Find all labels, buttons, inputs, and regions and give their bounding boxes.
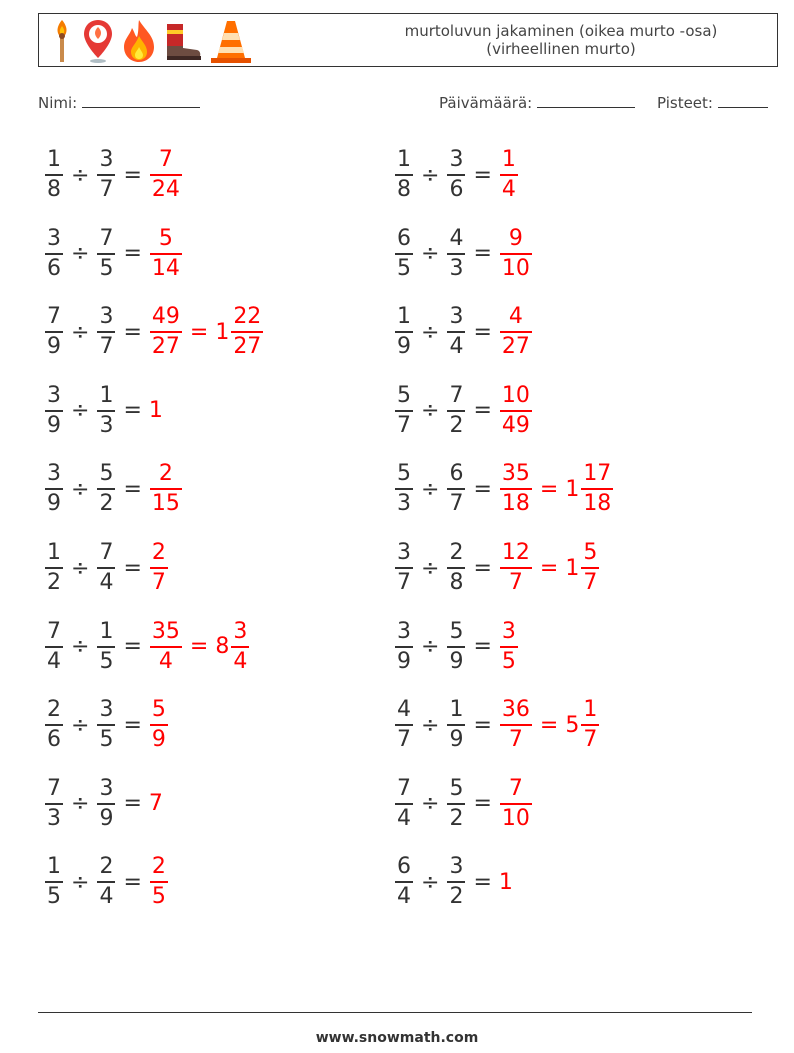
- numerator: 3: [449, 854, 464, 880]
- denominator: 7: [99, 334, 114, 360]
- denominator: 2: [47, 570, 61, 595]
- numerator: 3: [397, 540, 411, 565]
- numerator: 2: [47, 697, 61, 723]
- denominator: 8: [47, 177, 61, 202]
- location-pin-fire-icon: [81, 18, 115, 64]
- numerator: 2: [449, 540, 464, 565]
- denominator: 18: [501, 491, 530, 517]
- denominator: 9: [449, 727, 464, 753]
- divide-sign: ÷: [71, 241, 90, 267]
- header-box: [38, 13, 778, 67]
- denominator: 7: [397, 412, 411, 438]
- denominator: 6: [47, 727, 61, 753]
- denominator: 5: [501, 648, 516, 674]
- dividend-fraction: [395, 146, 413, 204]
- numerator: 2: [158, 461, 173, 487]
- denominator: 7: [397, 570, 411, 595]
- divisor-fraction: [447, 460, 465, 518]
- numerator: 36: [501, 697, 530, 723]
- numerator: 3: [233, 618, 248, 644]
- answer-fraction: [150, 696, 168, 754]
- equals-sign: =: [123, 162, 142, 188]
- numerator: 1: [47, 147, 61, 172]
- problem-item: [44, 297, 264, 367]
- answer-fraction: [500, 146, 518, 204]
- denominator: 3: [99, 412, 114, 438]
- dividend-fraction: [45, 146, 63, 204]
- denominator: 7: [151, 570, 166, 595]
- answer-fraction: [500, 775, 532, 833]
- equals-sign: =: [123, 869, 142, 895]
- denominator: 7: [397, 727, 411, 753]
- divisor-fraction: [97, 696, 115, 754]
- divisor-fraction: [447, 539, 465, 597]
- dividend-fraction: [395, 303, 413, 361]
- answer-fraction: [150, 853, 168, 911]
- denominator: 7: [99, 177, 114, 202]
- answer-fraction: [500, 225, 532, 283]
- equals-sign: =: [473, 476, 492, 502]
- denominator: 4: [233, 648, 248, 674]
- numerator: 5: [99, 461, 114, 487]
- equals-sign: =: [473, 555, 492, 581]
- numerator: 3: [99, 304, 114, 330]
- divisor-fraction: [447, 146, 465, 204]
- dividend-fraction: [395, 225, 413, 283]
- numerator: 5: [158, 225, 173, 251]
- numerator: 1: [449, 697, 464, 723]
- dividend-fraction: [395, 696, 413, 754]
- dividend-fraction: [395, 775, 413, 833]
- numerator: 7: [397, 775, 411, 801]
- denominator: 10: [501, 255, 530, 281]
- denominator: 9: [397, 334, 411, 360]
- denominator: 4: [99, 884, 114, 910]
- numerator: 7: [158, 147, 173, 172]
- divisor-fraction: [447, 382, 465, 440]
- dividend-fraction: [45, 303, 63, 361]
- dividend-fraction: [45, 382, 63, 440]
- equals-sign: =: [123, 319, 142, 345]
- equals-sign: =: [473, 791, 492, 817]
- denominator: 3: [449, 255, 464, 281]
- equals-sign: =: [473, 319, 492, 345]
- numerator: 1: [47, 854, 61, 880]
- answer-fraction: [500, 460, 532, 518]
- answer-whole: 7: [148, 791, 163, 817]
- date-blank[interactable]: [537, 93, 635, 108]
- denominator: 9: [99, 805, 114, 831]
- divide-sign: ÷: [421, 398, 440, 424]
- denominator: 9: [47, 491, 61, 517]
- dividend-fraction: [45, 775, 63, 833]
- problem-item: [394, 847, 513, 917]
- denominator: 7: [583, 727, 598, 753]
- problem-item: [44, 769, 163, 839]
- problem-item: [44, 454, 183, 524]
- divisor-fraction: [447, 696, 465, 754]
- divide-sign: ÷: [71, 555, 90, 581]
- denominator: 5: [151, 884, 166, 910]
- numerator: 5: [151, 697, 166, 723]
- problem-item: [44, 140, 183, 210]
- divisor-fraction: [447, 618, 465, 676]
- numerator: 49: [151, 304, 180, 330]
- equals-sign: =: [473, 241, 492, 267]
- score-field: [657, 93, 768, 112]
- problem-item: [44, 690, 169, 760]
- equals-sign: =: [473, 398, 492, 424]
- score-label: Pisteet:: [657, 94, 713, 112]
- denominator: 7: [583, 570, 598, 595]
- denominator: 4: [449, 334, 464, 360]
- denominator: 14: [151, 255, 180, 281]
- dividend-fraction: [45, 460, 63, 518]
- numerator: 1: [397, 304, 411, 330]
- dividend-fraction: [395, 539, 413, 597]
- numerator: 5: [397, 382, 411, 408]
- denominator: 7: [508, 570, 523, 595]
- numerator: 7: [99, 225, 114, 251]
- footer-url: www.snowmath.com: [315, 1030, 479, 1046]
- divide-sign: ÷: [71, 634, 90, 660]
- divide-sign: ÷: [421, 476, 440, 502]
- numerator: 3: [47, 225, 61, 251]
- name-blank[interactable]: [82, 93, 200, 108]
- denominator: 2: [449, 884, 464, 910]
- numerator: 1: [501, 147, 516, 172]
- denominator: 9: [47, 412, 61, 438]
- denominator: 15: [151, 491, 180, 517]
- dividend-fraction: [395, 382, 413, 440]
- divide-sign: ÷: [71, 162, 90, 188]
- denominator: 27: [501, 334, 530, 360]
- divide-sign: ÷: [421, 712, 440, 738]
- numerator: 1: [583, 697, 598, 723]
- equals-sign: =: [123, 398, 142, 424]
- denominator: 27: [151, 334, 180, 360]
- numerator: 5: [397, 461, 411, 487]
- numerator: 35: [501, 461, 530, 487]
- divisor-fraction: [97, 775, 115, 833]
- numerator: 3: [449, 147, 464, 172]
- answer-fraction: [500, 382, 532, 440]
- denominator: 7: [449, 491, 464, 517]
- equals-sign: =: [473, 712, 492, 738]
- problem-item: [44, 219, 183, 289]
- answer-equals-sign: =: [189, 319, 209, 345]
- name-label: Nimi:: [38, 94, 78, 112]
- divide-sign: ÷: [421, 634, 440, 660]
- divisor-fraction: [447, 853, 465, 911]
- denominator: 9: [151, 727, 166, 753]
- denominator: 4: [99, 570, 114, 595]
- denominator: 4: [397, 805, 411, 831]
- problem-item: [394, 140, 519, 210]
- denominator: 27: [233, 334, 262, 360]
- problem-item: [394, 219, 533, 289]
- numerator: 5: [583, 540, 598, 565]
- dividend-fraction: [395, 853, 413, 911]
- mixed-fraction: [581, 460, 613, 518]
- divide-sign: ÷: [71, 791, 90, 817]
- denominator: 3: [47, 805, 61, 831]
- denominator: 8: [449, 570, 464, 595]
- answer-equals-sign: =: [539, 476, 559, 502]
- answer-equals-sign: =: [539, 555, 559, 581]
- answer-fraction: [500, 618, 518, 676]
- divisor-fraction: [447, 775, 465, 833]
- dividend-fraction: [45, 225, 63, 283]
- divisor-fraction: [97, 225, 115, 283]
- mixed-whole: 5: [565, 712, 580, 738]
- equals-sign: =: [123, 241, 142, 267]
- divide-sign: ÷: [421, 791, 440, 817]
- title-line-2: (virheellinen murto): [486, 40, 636, 58]
- denominator: 2: [99, 491, 114, 517]
- answer-fraction: [150, 146, 182, 204]
- name-field: [38, 93, 200, 112]
- denominator: 9: [397, 648, 411, 674]
- divide-sign: ÷: [421, 162, 440, 188]
- equals-sign: =: [123, 476, 142, 502]
- problem-item: [44, 533, 169, 603]
- numerator: 7: [99, 540, 114, 565]
- divisor-fraction: [97, 303, 115, 361]
- mixed-whole: 8: [215, 634, 230, 660]
- numerator: 3: [99, 775, 114, 801]
- equals-sign: =: [123, 555, 142, 581]
- equals-sign: =: [473, 869, 492, 895]
- denominator: 9: [449, 648, 464, 674]
- divisor-fraction: [97, 853, 115, 911]
- numerator: 22: [233, 304, 262, 330]
- matchstick-icon: [49, 18, 75, 64]
- denominator: 7: [508, 727, 523, 753]
- fire-boot-icon: [163, 18, 203, 64]
- mixed-fraction: [231, 303, 263, 361]
- numerator: 7: [508, 775, 523, 801]
- dividend-fraction: [45, 696, 63, 754]
- numerator: 6: [449, 461, 464, 487]
- denominator: 18: [583, 491, 612, 517]
- numerator: 7: [47, 304, 61, 330]
- flame-icon: [121, 18, 157, 64]
- divide-sign: ÷: [71, 712, 90, 738]
- denominator: 4: [501, 177, 516, 202]
- answer-whole: 1: [498, 869, 513, 895]
- denominator: 6: [47, 255, 61, 281]
- mixed-fraction: [231, 618, 249, 676]
- problem-item: [394, 612, 519, 682]
- numerator: 10: [501, 382, 530, 408]
- numerator: 5: [449, 618, 464, 644]
- dividend-fraction: [395, 618, 413, 676]
- numerator: 3: [47, 382, 61, 408]
- numerator: 1: [99, 382, 114, 408]
- problem-item: [44, 847, 169, 917]
- numerator: 4: [449, 225, 464, 251]
- dividend-fraction: [395, 460, 413, 518]
- divisor-fraction: [97, 146, 115, 204]
- answer-fraction: [150, 460, 182, 518]
- mixed-fraction: [581, 696, 599, 754]
- denominator: 5: [99, 727, 114, 753]
- numerator: 3: [501, 618, 516, 644]
- numerator: 3: [99, 147, 114, 172]
- divide-sign: ÷: [421, 869, 440, 895]
- numerator: 2: [151, 854, 166, 880]
- numerator: 4: [508, 304, 523, 330]
- denominator: 2: [449, 805, 464, 831]
- problem-item: [394, 454, 614, 524]
- denominator: 5: [47, 884, 61, 910]
- numerator: 35: [151, 618, 180, 644]
- answer-equals-sign: =: [539, 712, 559, 738]
- answer-fraction: [150, 618, 182, 676]
- equals-sign: =: [123, 791, 142, 817]
- numerator: 5: [449, 775, 464, 801]
- divisor-fraction: [447, 303, 465, 361]
- divide-sign: ÷: [71, 319, 90, 345]
- numerator: 7: [47, 775, 61, 801]
- divisor-fraction: [97, 539, 115, 597]
- divide-sign: ÷: [71, 476, 90, 502]
- numerator: 6: [397, 225, 411, 251]
- numerator: 3: [47, 461, 61, 487]
- denominator: 24: [151, 177, 180, 202]
- problem-item: [394, 376, 533, 446]
- dividend-fraction: [45, 539, 63, 597]
- numerator: 3: [99, 697, 114, 723]
- footer-divider: [38, 1012, 752, 1013]
- answer-fraction: [500, 539, 532, 597]
- answer-fraction: [500, 303, 532, 361]
- equals-sign: =: [123, 712, 142, 738]
- divide-sign: ÷: [71, 869, 90, 895]
- denominator: 6: [449, 177, 464, 202]
- score-blank[interactable]: [718, 93, 768, 108]
- answer-fraction: [150, 225, 182, 283]
- denominator: 5: [99, 255, 114, 281]
- problem-item: [44, 376, 163, 446]
- denominator: 10: [501, 805, 530, 831]
- worksheet-title: [371, 22, 751, 58]
- numerator: 2: [151, 540, 166, 565]
- denominator: 3: [397, 491, 411, 517]
- divisor-fraction: [447, 225, 465, 283]
- denominator: 5: [397, 255, 411, 281]
- mixed-whole: 1: [565, 476, 580, 502]
- numerator: 7: [449, 382, 464, 408]
- denominator: 9: [47, 334, 61, 360]
- dividend-fraction: [45, 618, 63, 676]
- numerator: 3: [449, 304, 464, 330]
- mixed-whole: 1: [215, 319, 230, 345]
- answer-equals-sign: =: [189, 634, 209, 660]
- date-label: Päivämäärä:: [439, 94, 533, 112]
- date-field: [439, 93, 635, 112]
- equals-sign: =: [473, 634, 492, 660]
- answer-fraction: [500, 696, 532, 754]
- problem-item: [394, 769, 533, 839]
- mixed-fraction: [581, 539, 599, 597]
- equals-sign: =: [123, 634, 142, 660]
- problem-item: [394, 533, 600, 603]
- divide-sign: ÷: [421, 319, 440, 345]
- numerator: 12: [501, 540, 530, 565]
- denominator: 2: [449, 412, 464, 438]
- numerator: 7: [47, 618, 61, 644]
- answer-whole: 1: [148, 398, 163, 424]
- numerator: 2: [99, 854, 114, 880]
- numerator: 3: [397, 618, 411, 644]
- denominator: 4: [158, 648, 173, 674]
- denominator: 4: [47, 648, 61, 674]
- numerator: 1: [397, 147, 411, 172]
- divisor-fraction: [97, 460, 115, 518]
- dividend-fraction: [45, 853, 63, 911]
- equals-sign: =: [473, 162, 492, 188]
- numerator: 6: [397, 854, 411, 880]
- denominator: 5: [99, 648, 114, 674]
- divide-sign: ÷: [421, 241, 440, 267]
- divide-sign: ÷: [421, 555, 440, 581]
- numerator: 17: [583, 461, 612, 487]
- denominator: 8: [397, 177, 411, 202]
- numerator: 4: [397, 697, 411, 723]
- header-icons: [49, 18, 253, 64]
- title-line-1: murtoluvun jakaminen (oikea murto -osa): [404, 22, 718, 40]
- divisor-fraction: [97, 618, 115, 676]
- answer-fraction: [150, 539, 168, 597]
- divisor-fraction: [97, 382, 115, 440]
- numerator: 1: [47, 540, 61, 565]
- problem-item: [394, 297, 533, 367]
- denominator: 49: [501, 412, 530, 438]
- numerator: 9: [508, 225, 523, 251]
- denominator: 4: [397, 884, 411, 910]
- problem-item: [44, 612, 250, 682]
- numerator: 1: [99, 618, 114, 644]
- divide-sign: ÷: [71, 398, 90, 424]
- mixed-whole: 1: [565, 555, 580, 581]
- answer-fraction: [150, 303, 182, 361]
- traffic-cone-icon: [209, 18, 253, 64]
- problem-item: [394, 690, 600, 760]
